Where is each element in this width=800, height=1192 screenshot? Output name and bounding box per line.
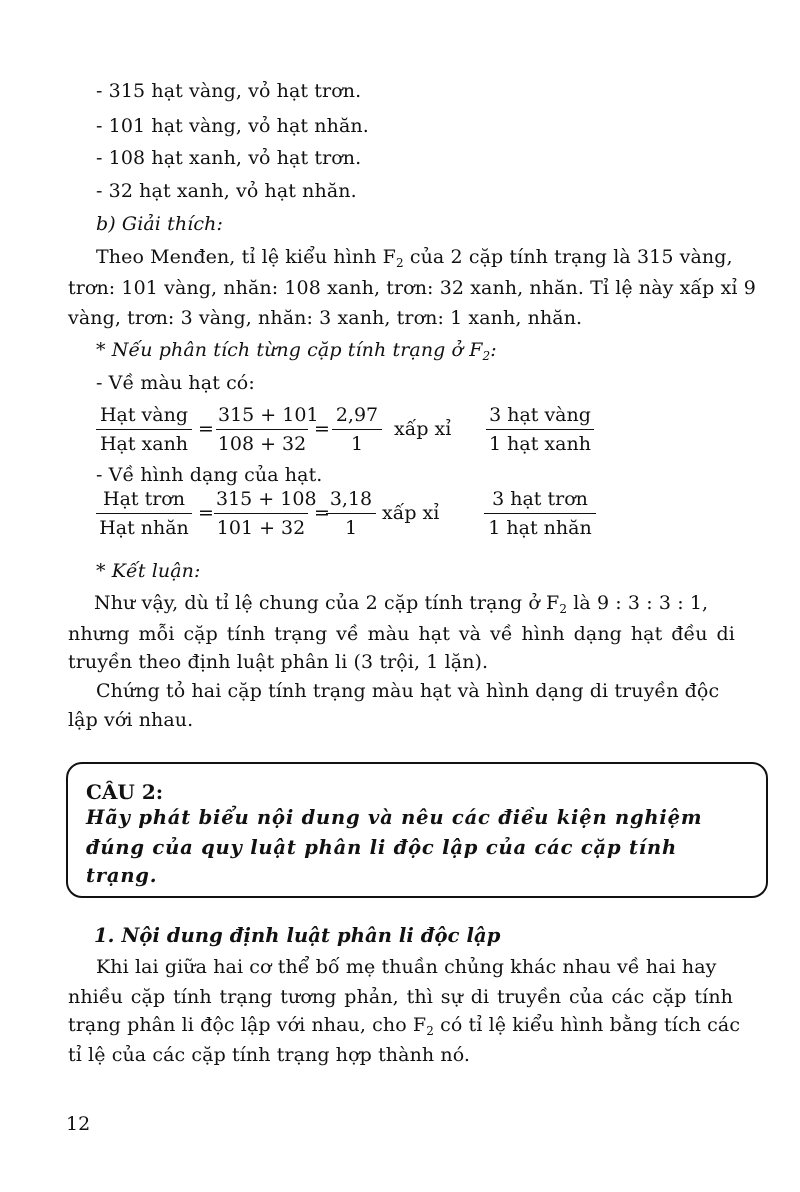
- equals-sign: =: [314, 418, 330, 440]
- question-title: CÂU 2:: [86, 780, 164, 804]
- color-lhs-fraction: Hạt vàng Hạt xanh: [96, 404, 192, 455]
- section-line-2: nhiều cặp tính trạng tương phản, thì sự di truyền của các cặp tính: [68, 986, 733, 1008]
- approx-label: xấp xỉ: [382, 502, 440, 524]
- explain-heading: b) Giải thích:: [96, 213, 223, 235]
- question-line-1: Hãy phát biểu nội dung và nêu các điều kiện nghiệm: [86, 806, 703, 829]
- conclusion-line-3: truyền theo định luật phân li (3 trội, 1 lặn).: [68, 651, 489, 673]
- color-rhs-fraction: 3 hạt vàng 1 hạt xanh: [486, 404, 594, 455]
- color-mid-fraction: $\frac{315 + 101}{108 + 32}$: [217, 404, 319, 455]
- shape-rhs-fraction: 3 hạt trơn 1 hạt nhăn: [484, 488, 596, 539]
- analysis-heading: * Nếu phân tích từng cặp tính trạng ở $F_2$:: [96, 339, 497, 363]
- result-item: - 32 hạt xanh, vỏ hạt nhăn.: [96, 180, 357, 202]
- shape-intro: - Về hình dạng của hạt.: [96, 464, 323, 486]
- conclusion-line-2: nhưng mỗi cặp tính trạng về màu hạt và về hình dạng hạt đều di: [68, 623, 735, 645]
- conclusion-line-1: Như vậy, dù tỉ lệ chung của 2 cặp tính trạng ở $F_2$ là 9 : 3 : 3 : 1,: [94, 592, 709, 616]
- result-item: - 315 hạt vàng, vỏ hạt trơn.: [96, 80, 362, 102]
- conclusion2-line-1: Chứng tỏ hai cặp tính trạng màu hạt và hình dạng di truyền độc: [96, 680, 720, 702]
- equals-sign: =: [314, 502, 330, 524]
- explain-line-1: Theo Menđen, tỉ lệ kiểu hình $F_2$ của 2 cặp tính trạng là 315 vàng,: [96, 246, 733, 270]
- color-value-fraction: $\frac{2,97}{1}$: [332, 404, 382, 455]
- equals-sign: =: [198, 418, 214, 440]
- page-number: 12: [66, 1113, 91, 1135]
- conclusion2-line-2: lập với nhau.: [68, 709, 194, 731]
- equals-sign: =: [198, 502, 214, 524]
- question-line-2: đúng của quy luật phân li độc lập của các cặp tính: [86, 836, 677, 859]
- section-line-3: trạng phân li độc lập với nhau, cho $F_2$ có tỉ lệ kiểu hình bằng tích các: [68, 1014, 741, 1038]
- result-item: - 101 hạt vàng, vỏ hạt nhăn.: [96, 115, 369, 137]
- question-line-3: trạng.: [86, 864, 158, 887]
- result-item: - 108 hạt xanh, vỏ hạt trơn.: [96, 147, 362, 169]
- section-heading: 1. Nội dung định luật phân li độc lập: [94, 924, 501, 947]
- section-line-1: Khi lai giữa hai cơ thể bố mẹ thuần chủng khác nhau về hai hay: [96, 956, 717, 978]
- explain-line-3: vàng, trơn: 3 vàng, nhăn: 3 xanh, trơn: 1 xanh, nhăn.: [68, 307, 583, 329]
- conclusion-heading: * Kết luận:: [96, 560, 201, 582]
- explain-line-2: trơn: 101 vàng, nhăn: 108 xanh, trơn: 32 xanh, nhăn. Tỉ lệ này xấp xỉ 9: [68, 277, 756, 299]
- color-intro: - Về màu hạt có:: [96, 372, 255, 394]
- shape-lhs-fraction: Hạt trơn Hạt nhăn: [96, 488, 192, 539]
- question-box: [66, 762, 768, 898]
- approx-label: xấp xỉ: [394, 418, 452, 440]
- shape-mid-fraction: $\frac{315 + 108}{101 + 32}$: [216, 488, 317, 539]
- section-line-4: tỉ lệ của các cặp tính trạng hợp thành nó.: [68, 1044, 471, 1066]
- shape-value-fraction: $\frac{3,18}{1}$: [326, 488, 376, 539]
